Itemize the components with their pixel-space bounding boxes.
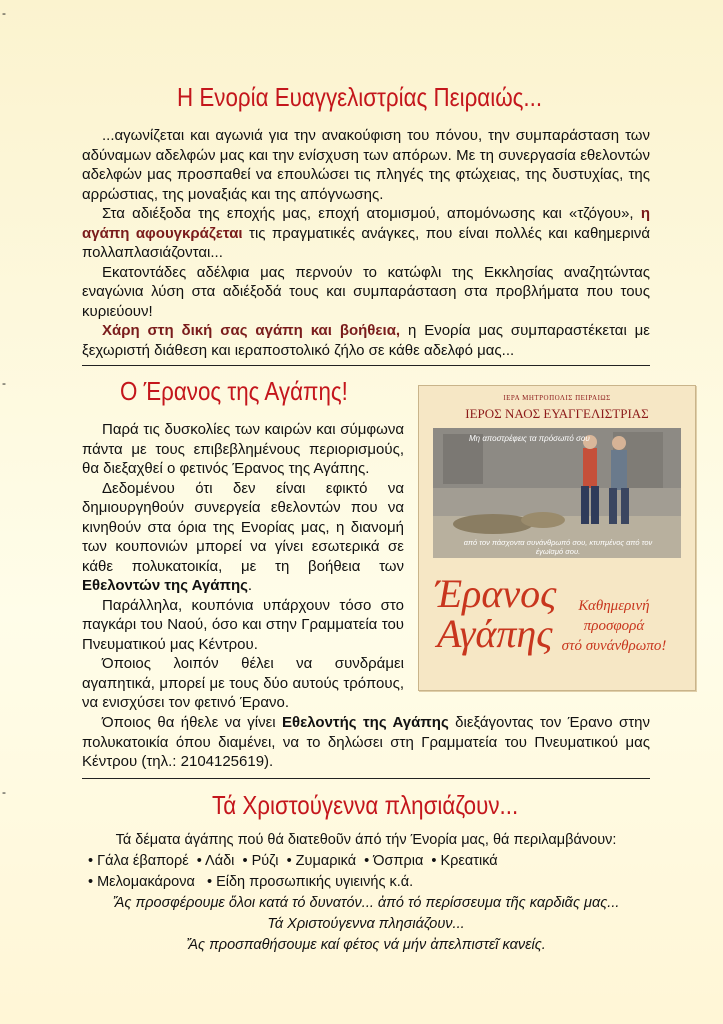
paragraph: Όποιος λοιπόν θέλει να συνδράμει αγαπητικά, μπορεί με τους δύο αυτούς τρόπους, να ενισχύσει τον φετινό Έρανο.: [82, 655, 404, 711]
divider: [82, 778, 650, 779]
section-title: Η Ενορία Ευαγγελιστρίας Πειραιώς...: [177, 82, 543, 112]
emphasis-text: Εθελοντής της Αγάπης: [282, 714, 449, 731]
closing-line: Ἄς προσπαθήσουμε καί φέτος νά μήν ἀπελπιστεῖ κανείς.: [186, 937, 546, 953]
emphasis-text: Χάρη στη δική σας αγάπη και βοήθεια,: [102, 322, 401, 339]
poster-photo: [433, 428, 681, 558]
items-list: • Γάλα έβαπορέ • Λάδι • Ρύζι • Ζυμαρικά • Όσπρια • Κρεατικά: [88, 853, 498, 869]
margin-mark: -: [2, 785, 6, 799]
items-list: • Μελομακάρονα • Είδη προσωπικής υγιεινής κ.ά.: [88, 874, 414, 890]
paragraph: ...αγωνίζεται και αγωνιά για την ανακούφιση του πόνου, την συμπαράσταση των αδύναμων αδελφών μας και την ενίσχυση των απόρων. Με τη συνεργασία εθελοντών αδελφών μας προσπαθεί να επουλώσει τις πληγές της φτώχειας, της δυστυχίας, της αρρώστιας, της μοναξιάς και της απόγνωσης.: [82, 127, 650, 203]
closing-line: Τά Χριστούγεννα πλησιάζουν...: [267, 916, 465, 932]
poster-subtitle: Καθημερινή προσφορά στό συνάνθρωπο!: [561, 598, 667, 654]
paragraph: Εκατοντάδες αδέλφια μας περνούν το κατώφλι της Εκκλησίας αναζητώντας εναγώνια λύση στα αδιέξοδά τους και συμπαράσταση στα προβλήματα που τους κυριεύουν!: [82, 263, 650, 320]
emphasis-text: η αγάπη αφουγκράζεται: [82, 205, 651, 242]
section-body-wide: [82, 713, 650, 772]
poster-org-main: ΙΕΡΟΣ ΝΑΟΣ ΕΥΑΓΓΕΛΙΣΤΡΙΑΣ: [465, 406, 649, 421]
margin-mark: -: [2, 376, 6, 390]
closing-line: Ἄς προσφέρουμε ὅλοι κατά τό δυνατόν... ἀπό τό περίσσευμα τῆς καρδιᾶς μας...: [112, 895, 620, 911]
poster-headline-line2: Αγάπης: [437, 611, 553, 656]
emphasis-text: Εθελοντών της Αγάπης: [82, 577, 248, 594]
paragraph: Στα αδιέξοδα της εποχής μας, εποχή ατομισμού, απομόνωσης και «τζόγου», η αγάπη αφουγκράζεται τις πραγματικές ανάγκες, που είναι πολλές και καθημερινά πολλαπλασιάζονται...: [82, 205, 651, 261]
paragraph: Παράλληλα, κουπόνια υπάρχουν τόσο στο παγκάρι του Ναού, όσο και στην Γραμματεία του Πνευματικού μας Κέντρου.: [82, 596, 404, 653]
paragraph: Δεδομένου ότι δεν είναι εφικτό να δημιουργηθούν συνεργεία εθελοντών που να κινηθούν στα όρια της Ενορίας μας, η διανομή των κουπονιών μπορεί να γίνει εσωτερικά σε κάθε πολυκατοικία, με τη βοήθεια των Εθελοντών της Αγάπης.: [82, 479, 404, 594]
paragraph: Χάρη στη δική σας αγάπη και βοήθεια, η Ενορία μας συμπαραστέκεται με ξεχωριστή διάθεση και ιεραποστολικό ζήλο σε κάθε αδελφό μας...: [82, 322, 650, 359]
section-body: [82, 126, 650, 360]
paragraph: Όποιος θα ήθελε να γίνει Εθελοντής της Αγάπης διεξάγοντας τον Έρανο στην πολυκατοικία όπου διαμένει, να το δηλώσει στη Γραμματεία του Πνευματικού μας Κέντρου (τηλ.: 2104125619).: [82, 714, 650, 770]
section-title: Ο Έρανος της Αγάπης!: [120, 376, 348, 406]
poster-org-small: ΙΕΡΑ ΜΗΤΡΟΠΟΛΙΣ ΠΕΙΡΑΙΩΣ: [503, 394, 611, 402]
poster-caption-top: Μη αποστρέφεις τα πρόσωπό σου: [469, 434, 590, 443]
section-body: [82, 830, 650, 956]
section-body: [82, 420, 404, 713]
paragraph: Τά δέματα άγάπης πού θά διατεθοῦν άπό τήν Ένορία μας, θά περιλαμβάνουν:: [115, 832, 617, 848]
section-title: Τά Χριστούγεννα πλησιάζουν...: [212, 790, 519, 820]
poster-headline-line1: Έρανος: [435, 571, 557, 616]
poster-caption-bottom: από τον πάσχοντα συνάνθρωπό σου, κτυπμένος από τον έγωϊσμό σου.: [463, 538, 653, 556]
paragraph: Παρά τις δυσκολίες των καιρών και σύμφωνα πάντα με τους επιβεβλημένους περιορισμούς, θα διεξαχθεί ο φετινός Έρανος της Αγάπης.: [82, 421, 404, 477]
divider: [82, 365, 650, 366]
margin-mark: -: [2, 6, 6, 20]
charity-poster: [418, 385, 696, 691]
